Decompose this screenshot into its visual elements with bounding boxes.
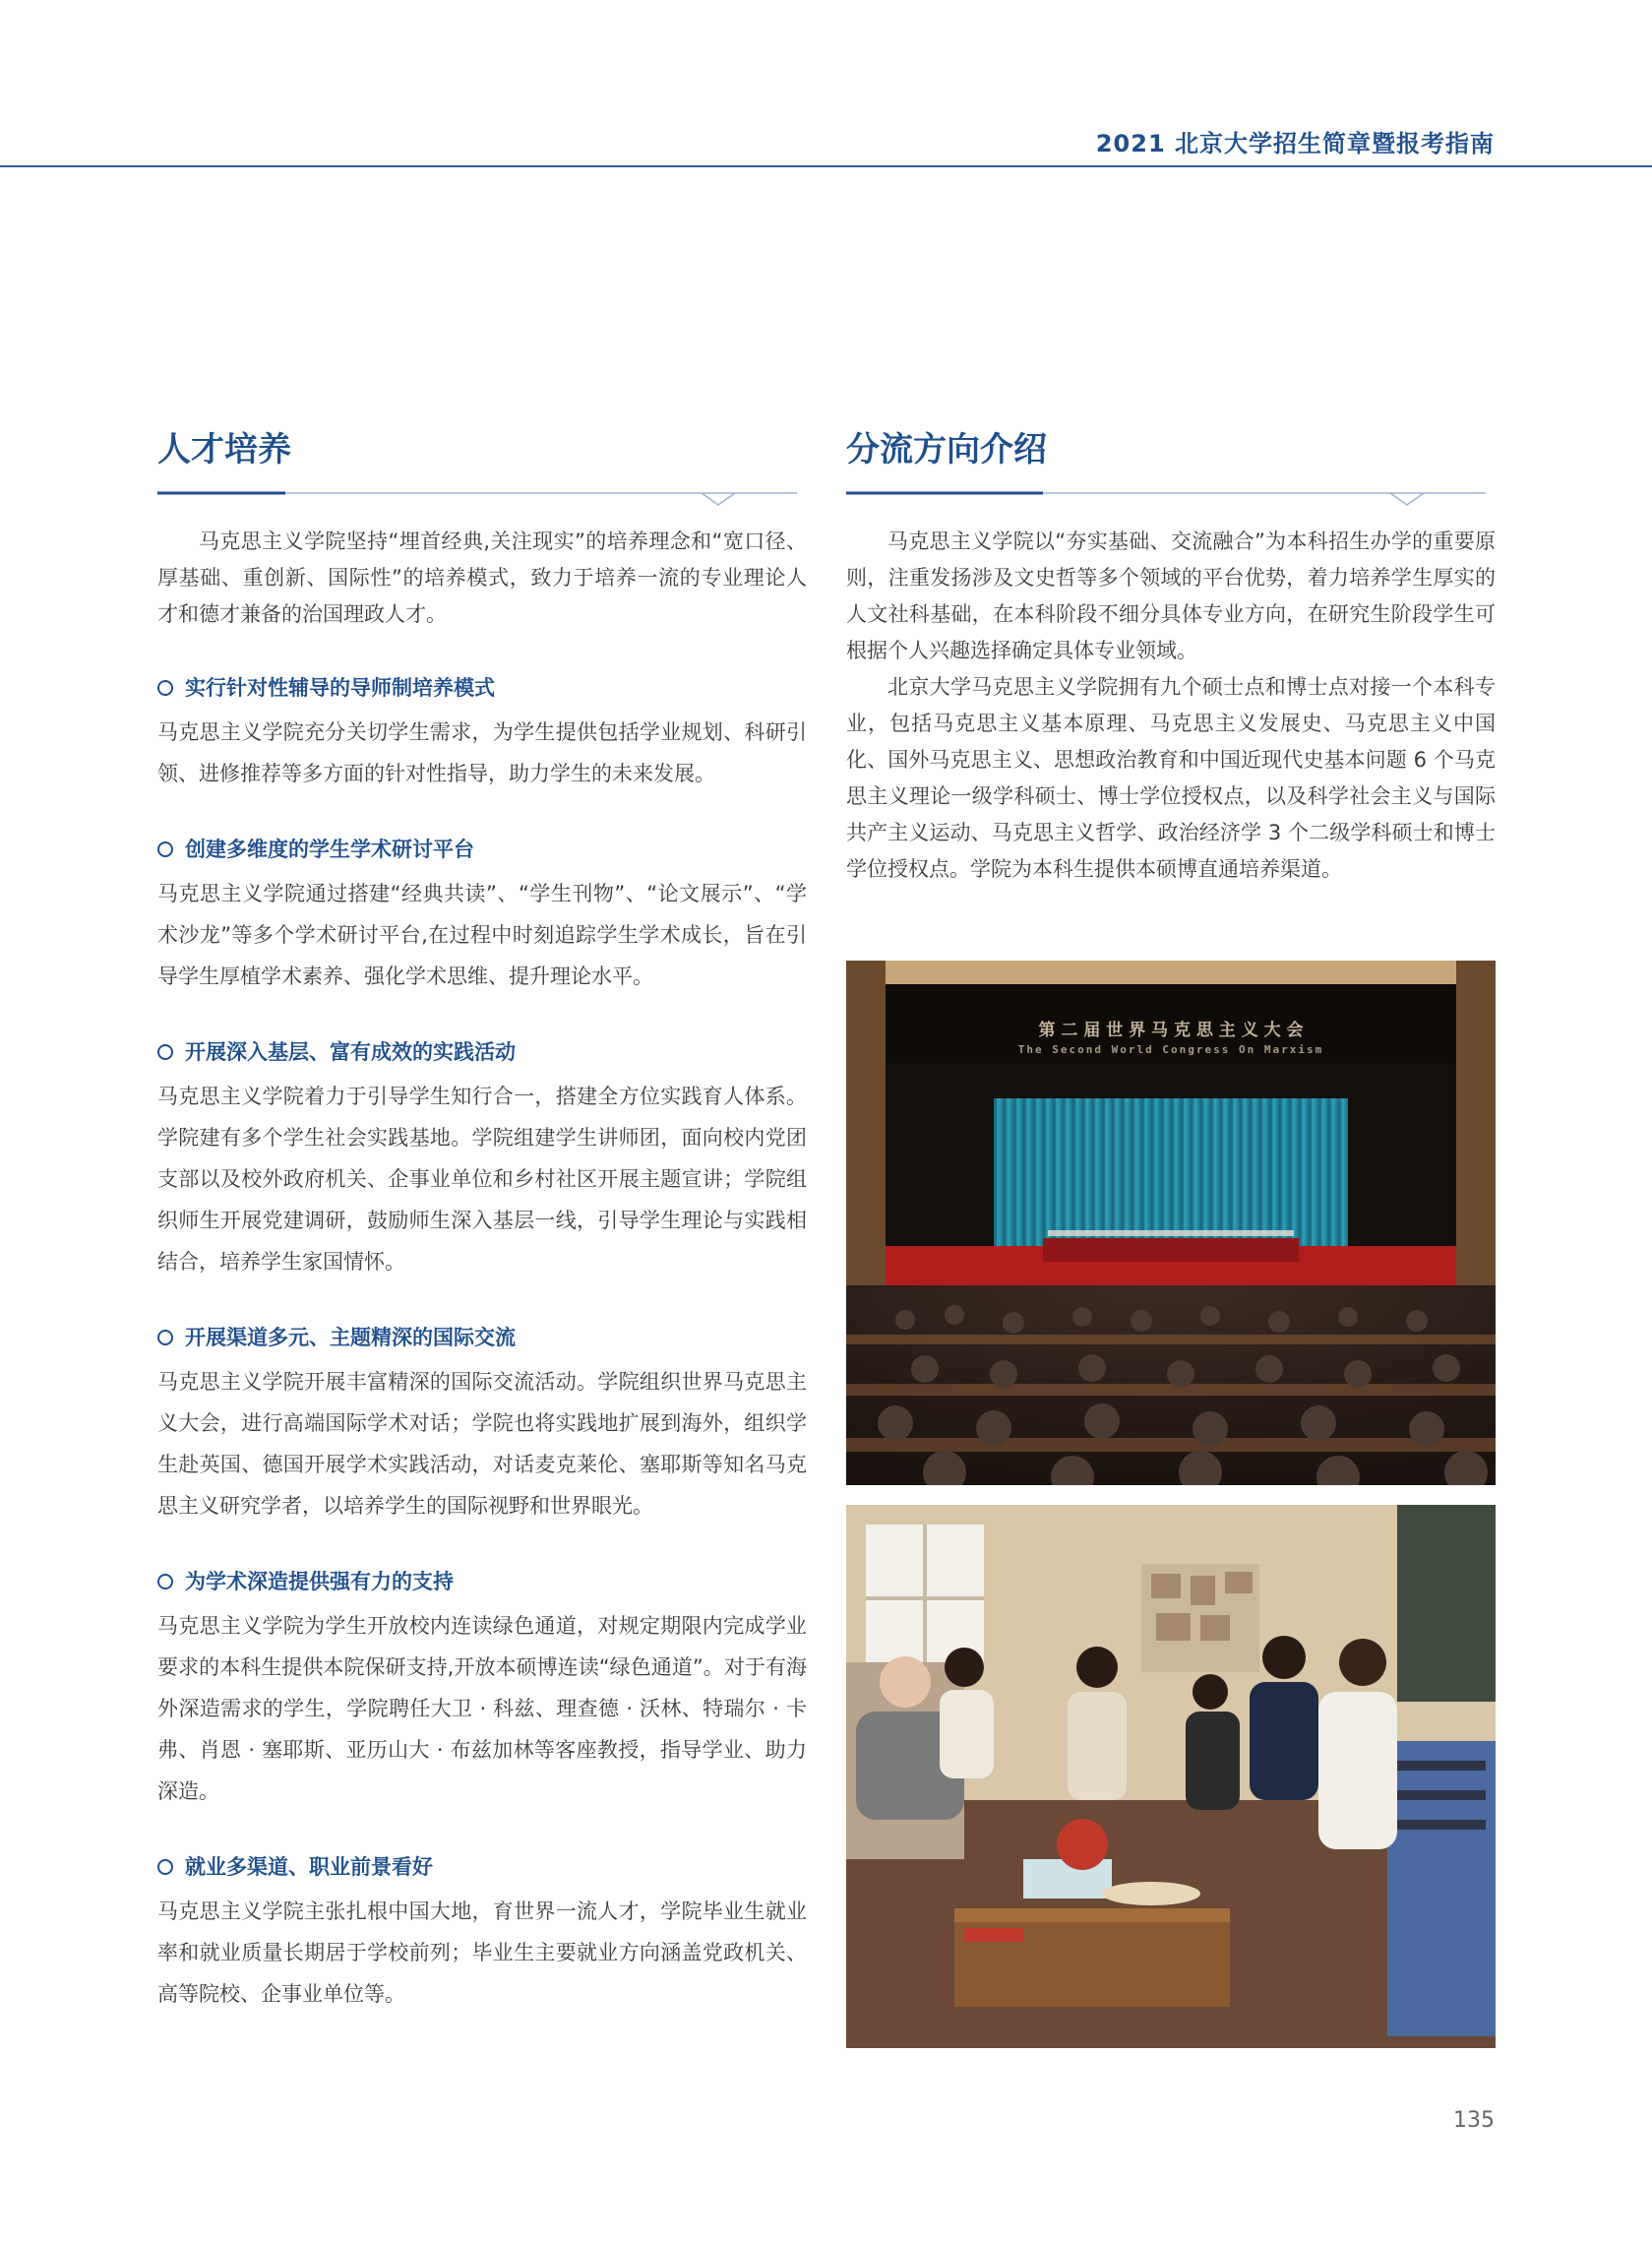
subsection-heading: 创建多维度的学生学术研讨平台 — [157, 830, 807, 869]
section-title-talent: 人才培养 — [157, 430, 291, 469]
subsection-heading: 开展深入基层、富有成效的实践活动 — [157, 1032, 807, 1072]
subsection — [157, 1032, 807, 1282]
right-column — [846, 425, 1496, 888]
circle-bullet-icon — [157, 841, 173, 857]
subsection-text: 马克思主义学院开展丰富精深的国际交流活动。学院组织世界马克思主义大会，进行高端国际学术对话；学院也将实践地扩展到海外，组织学生赴英国、德国开展学术实践活动，对话麦克莱伦、塞耶斯等知名马克思主义研究学者，以培养学生的国际视野和世界眼光。 — [157, 1370, 807, 1518]
subsection — [157, 1847, 807, 2015]
title-divider — [846, 482, 1496, 506]
circle-bullet-icon — [157, 1859, 173, 1875]
subsection-heading: 为学术深造提供强有力的支持 — [157, 1562, 807, 1601]
subsection — [157, 1562, 807, 1812]
circle-bullet-icon — [157, 680, 173, 696]
subsection — [157, 668, 807, 794]
seminar-photo — [846, 1505, 1496, 2048]
page-number: 135 — [1453, 2108, 1495, 2133]
direction-paragraph: 马克思主义学院以“夯实基础、交流融合”为本科招生办学的重要原则，注重发扬涉及文史哲等多个领域的平台优势，着力培养学生厚实的人文社科基础，在本科阶段不细分具体专业方向，在研究生阶段学生可根据个人兴趣选择确定具体专业领域。 — [846, 529, 1496, 662]
subsection-text: 马克思主义学院通过搭建“经典共读”、“学生刊物”、“论文展示”、“学术沙龙”等多个学术研讨平台,在过程中时刻追踪学生学术成长，旨在引导学生厚植学术素养、强化学术思维、提升理论水平。 — [157, 882, 807, 988]
subsection-heading: 开展渠道多元、主题精深的国际交流 — [157, 1318, 807, 1357]
subsection-text: 马克思主义学院主张扎根中国大地，育世界一流人才，学院毕业生就业率和就业质量长期居于学校前列；毕业生主要就业方向涵盖党政机关、高等院校、企事业单位等。 — [157, 1899, 807, 2006]
left-column — [157, 425, 807, 2015]
circle-bullet-icon — [157, 1574, 173, 1589]
circle-bullet-icon — [157, 1330, 173, 1345]
subsection — [157, 1318, 807, 1526]
running-header: 2021 北京大学招生简章暨报考指南 — [1095, 130, 1495, 157]
congress-photo — [846, 961, 1496, 1485]
section-title-direction: 分流方向介绍 — [846, 430, 1047, 469]
title-divider — [157, 482, 807, 506]
subsection-text: 马克思主义学院着力于引导学生知行合一，搭建全方位实践育人体系。学院建有多个学生社会实践基地。学院组建学生讲师团，面向校内党团支部以及校外政府机关、企事业单位和乡村社区开展主题宣讲；学院组织师生开展党建调研，鼓励师生深入基层一线，引导学生理论与实践相结合，培养学生家国情怀。 — [157, 1085, 807, 1274]
subsection-text: 马克思主义学院充分关切学生需求，为学生提供包括学业规划、科研引领、进修推荐等多方面的针对性指导，助力学生的未来发展。 — [157, 720, 807, 785]
intro-paragraph: 马克思主义学院坚持“埋首经典,关注现实”的培养理念和“宽口径、厚基础、重创新、国际性”的培养模式，致力于培养一流的专业理论人才和德才兼备的治国理政人才。 — [157, 529, 807, 626]
subsection-heading: 就业多渠道、职业前景看好 — [157, 1847, 807, 1887]
congress-banner-en: The Second World Congress On Marxism — [1017, 1043, 1324, 1056]
direction-paragraph: 北京大学马克思主义学院拥有九个硕士点和博士点对接一个本科专业，包括马克思主义基本原理、马克思主义发展史、马克思主义中国化、国外马克思主义、思想政治教育和中国近现代史基本问题 6 个马克思主义理论一级学科硕士、博士学位授权点，以及科学社会主义与国际共产主义运动、马克思主义哲学、政治经济学 3 个二级学科硕士和博士学位授权点。学院为本科生提供本硕博直通培养渠道。 — [846, 675, 1496, 881]
subsection-text: 马克思主义学院为学生开放校内连读绿色通道，对规定期限内完成学业要求的本科生提供本院保研支持,开放本硕博连读“绿色通道”。对于有海外深造需求的学生，学院聘任大卫 · 科兹、理查德 · 沃林、特瑞尔 · 卡弗、肖恩 · 塞耶斯、亚历山大 · 布兹加林等客座教授，指导学业、助力深造。 — [157, 1614, 807, 1803]
circle-bullet-icon — [157, 1044, 173, 1060]
subsection — [157, 830, 807, 997]
subsection-heading: 实行针对性辅导的导师制培养模式 — [157, 668, 807, 708]
congress-banner-cn: 第 二 届 世 界 马 克 思 主 义 大 会 — [1038, 1021, 1304, 1040]
header-divider — [0, 165, 1652, 167]
